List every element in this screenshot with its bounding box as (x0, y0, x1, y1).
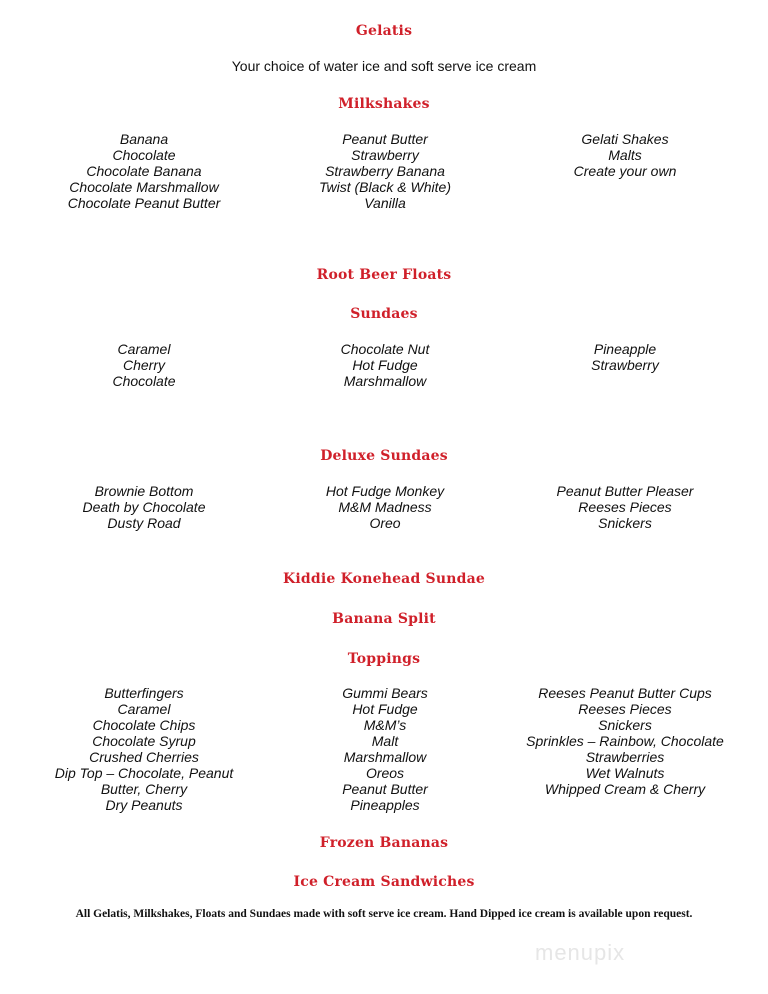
kiddie-heading: Kiddie Konehead Sundae (283, 571, 485, 587)
root-beer-floats-heading: Root Beer Floats (316, 267, 452, 283)
menu-column (505, 131, 745, 179)
footer-note: All Gelatis, Milkshakes, Floats and Sundaes made with soft serve ice cream. Hand Dipped ice cream is available upon request. (75, 908, 693, 920)
menu-item: Caramel (117, 701, 171, 717)
menu-column (265, 131, 505, 211)
menu-column (265, 685, 505, 813)
menu-item: Oreo (369, 515, 401, 531)
menu-item: Peanut Butter (342, 781, 428, 797)
menu-item: Vanilla (364, 195, 406, 211)
menu-item: Pineapple (593, 341, 657, 357)
menu-item: Dip Top – Chocolate, Peanut (54, 765, 234, 781)
menu-column (505, 483, 745, 531)
menu-column (265, 341, 505, 389)
menu-column (24, 483, 264, 531)
menu-item: Gummi Bears (342, 685, 428, 701)
menu-item: Snickers (598, 717, 652, 733)
menu-item: Peanut Butter Pleaser (556, 483, 694, 499)
menu-item: Twist (Black & White) (319, 179, 451, 195)
menu-column (24, 131, 264, 211)
gelatis-description: Your choice of water ice and soft serve ice cream (231, 58, 537, 74)
menu-item: Strawberry (591, 357, 659, 373)
menu-item: Chocolate Banana (86, 163, 202, 179)
frozen-bananas-heading: Frozen Bananas (319, 835, 449, 851)
menu-item: Marshmallow (343, 749, 427, 765)
menu-item: Strawberry (351, 147, 419, 163)
menu-item: Malts (608, 147, 642, 163)
banana-split-heading: Banana Split (332, 611, 436, 627)
menu-item: Butter, Cherry (100, 781, 188, 797)
menu-item: Hot Fudge (352, 701, 418, 717)
menu-item: Hot Fudge Monkey (325, 483, 445, 499)
menu-item: Hot Fudge (352, 357, 418, 373)
menu-item: Cherry (122, 357, 165, 373)
menu-item: Chocolate (112, 147, 176, 163)
menu-item: Peanut Butter (342, 131, 428, 147)
menu-item: Pineapples (350, 797, 420, 813)
menu-item: Malt (371, 733, 399, 749)
menu-item: Chocolate Syrup (92, 733, 196, 749)
menu-item: Dusty Road (107, 515, 181, 531)
deluxe-sundaes-heading: Deluxe Sundaes (320, 448, 448, 464)
menu-column (505, 341, 745, 373)
gelatis-heading: Gelatis (355, 23, 413, 39)
menu-column (505, 685, 745, 797)
menu-item: Strawberry Banana (325, 163, 445, 179)
ice-cream-sandwiches-heading: Ice Cream Sandwiches (293, 874, 475, 890)
menu-item: Gelati Shakes (581, 131, 669, 147)
sundaes-heading: Sundaes (350, 306, 418, 322)
menu-column (24, 341, 264, 389)
menu-item: Chocolate Nut (340, 341, 430, 357)
menu-item: M&M Madness (338, 499, 432, 515)
menu-item: Caramel (117, 341, 171, 357)
deluxe-sundaes-list (0, 483, 768, 623)
toppings-heading: Toppings (347, 651, 421, 667)
menu-column (265, 483, 505, 531)
milkshakes-list (0, 131, 768, 271)
menu-item: Brownie Bottom (94, 483, 194, 499)
menu-item: Create your own (573, 163, 677, 179)
menu-item: Oreos (365, 765, 405, 781)
toppings-list (0, 685, 768, 825)
menu-item: Reeses Pieces (578, 701, 672, 717)
menu-item: Sprinkles – Rainbow, Chocolate (526, 733, 724, 749)
menu-column (24, 685, 264, 813)
menu-item: Dry Peanuts (105, 797, 183, 813)
watermark: menupix (535, 940, 626, 965)
menu-item: Chocolate Marshmallow (69, 179, 219, 195)
menu-item: Butterfingers (104, 685, 184, 701)
menu-item: Reeses Peanut Butter Cups (538, 685, 712, 701)
menu-item: Chocolate Chips (92, 717, 196, 733)
menu-item: M&M’s (363, 717, 407, 733)
menu-item: Crushed Cherries (89, 749, 199, 765)
menu-item: Banana (119, 131, 169, 147)
menu-item: Whipped Cream & Cherry (544, 781, 706, 797)
menu-item: Death by Chocolate (82, 499, 206, 515)
menu-item: Reeses Pieces (578, 499, 672, 515)
menu-item: Marshmallow (343, 373, 427, 389)
milkshakes-heading: Milkshakes (338, 96, 430, 112)
menu-item: Chocolate (112, 373, 176, 389)
menu-item: Strawberries (585, 749, 665, 765)
menu-item: Wet Walnuts (585, 765, 665, 781)
menu-item: Chocolate Peanut Butter (67, 195, 221, 211)
menu-item: Snickers (598, 515, 652, 531)
